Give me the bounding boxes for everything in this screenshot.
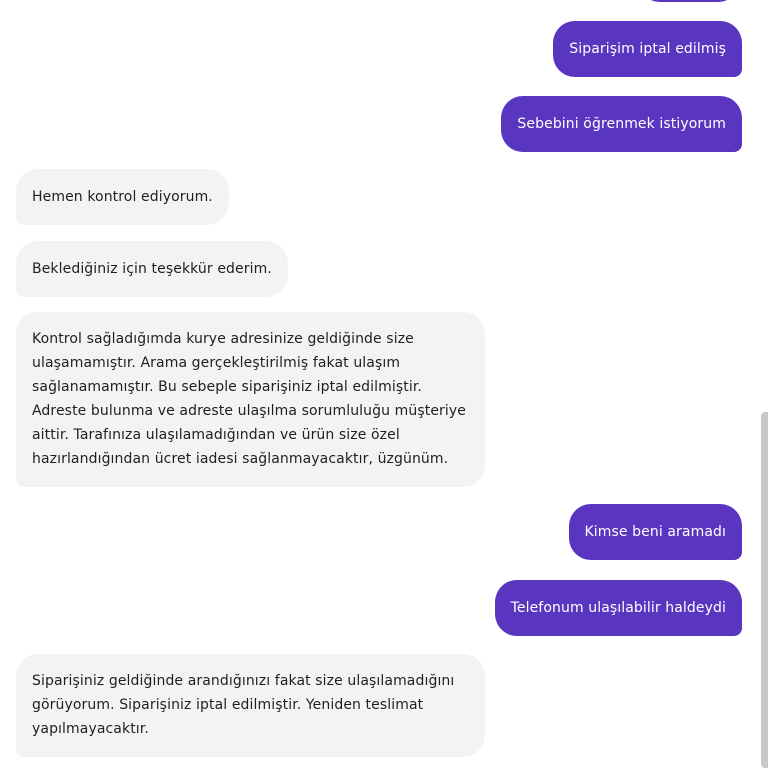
message-text: Kontrol sağladığımda kurye adresinize geldiğinde size ulaşamamıştır. Arama gerçekleştirilmiş fakat ulaşım sağlanamamıştır. Bu sebeple siparişiniz iptal edilmiştir. Adreste bulunma ve adreste ulaşılma sorumluluğu müşteriye aittir. Tarafınıza ulaşılamadığından ve ürün size özel hazırlandığından ücret iadesi sağlanmayacaktır, üzgünüm. xyxy=(32,331,467,467)
agent-message xyxy=(16,169,229,225)
message-text: Kimse beni aramadı xyxy=(584,524,726,540)
message-text: Telefonum ulaşılabilir haldeydi xyxy=(510,600,726,616)
previous-user-message-fragment xyxy=(638,0,740,2)
user-message xyxy=(495,580,742,636)
user-message xyxy=(553,21,742,77)
message-text: Siparişiniz geldiğinde arandığınızı fakat size ulaşılamadığını görüyorum. Siparişiniz iptal edilmiştir. Yeniden teslimat yapılmayacaktır. xyxy=(32,673,455,737)
message-text: Siparişim iptal edilmiş xyxy=(569,41,726,57)
agent-message xyxy=(16,654,485,757)
message-text: Sebebini öğrenmek istiyorum xyxy=(517,116,726,132)
scrollbar-thumb[interactable] xyxy=(761,412,768,768)
message-text: Beklediğiniz için teşekkür ederim. xyxy=(32,261,272,277)
scrollbar[interactable] xyxy=(760,0,768,768)
agent-message xyxy=(16,241,288,297)
user-message xyxy=(501,96,742,152)
message-text: Hemen kontrol ediyorum. xyxy=(32,189,213,205)
agent-message xyxy=(16,312,485,487)
user-message xyxy=(569,504,743,560)
